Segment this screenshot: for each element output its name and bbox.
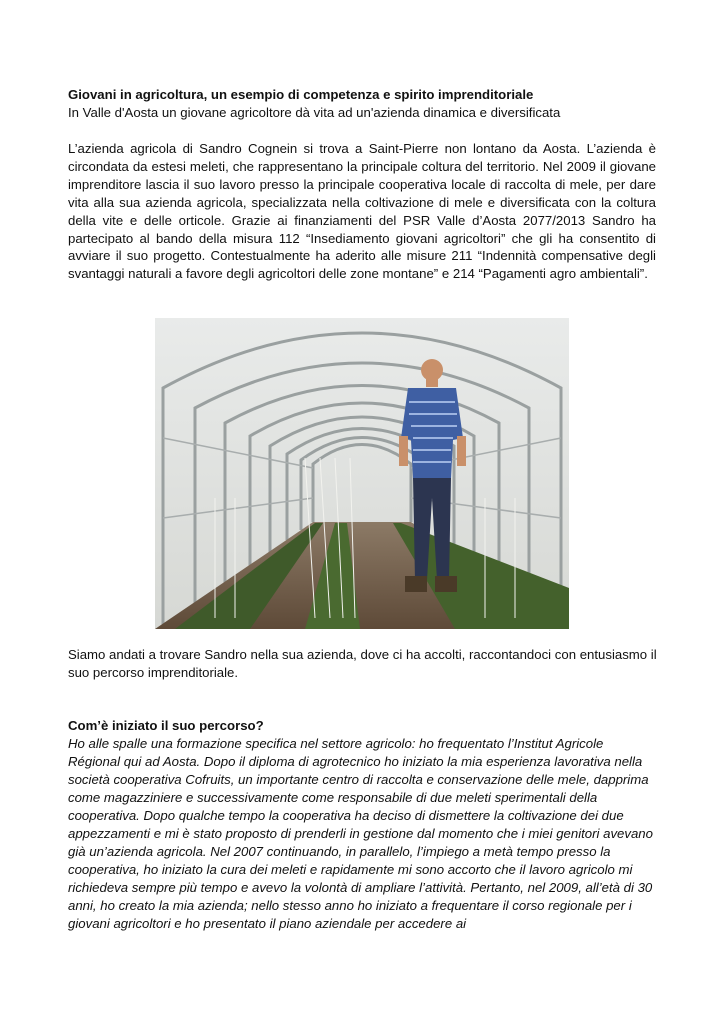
after-photo-paragraph: Siamo andati a trovare Sandro nella sua azienda, dove ci ha accolti, raccontandoci con entusiasmo il suo percorso imprenditoriale.	[68, 647, 657, 680]
article-subtitle: In Valle d'Aosta un giovane agricoltore dà vita ad un'azienda dinamica e diversificata	[68, 105, 561, 120]
interview-question: Com’è iniziato il suo percorso?	[68, 718, 264, 733]
greenhouse-photo	[155, 318, 569, 629]
intro-paragraph: L’azienda agricola di Sandro Cognein si trova a Saint-Pierre non lontano da Aosta. L’azienda è circondata da estesi meleti, che rappresentano la principale coltura del territorio. Nel 2009 il giovane imprenditore lascia il suo lavoro presso la principale cooperativa locale di raccolta di mele, per dare vita alla sua azienda agricola, specializzata nella coltivazione di mele e diversificata con la coltura della vite e delle orticole. Grazie ai finanziamenti del PSR Valle d’Aosta 2077/2013 Sandro ha partecipato al bando della misura 112 “Insediamento giovani agricoltori” che gli ha consentito di avviare il suo progetto. Contestualmente ha aderito alle misure 211 “Indennità compensative degli svantaggi naturali a favore degli agricoltori delle zone montane” e 214 “Pagamenti agro ambientali”.	[68, 141, 656, 282]
article-header	[68, 86, 656, 283]
interview-answer: Ho alle spalle una formazione specifica nel settore agricolo: ho frequentato l’Institut Agricole Régional qui ad Aosta. Dopo il diploma di agrotecnico ho iniziato la mia esperienza lavorativa nella società cooperativa Cofruits, un importante centro di raccolta e conservazione delle mele, dapprima come magazziniere e successivamente come responsabile di due meleti sperimentali della cooperativa. Dopo qualche tempo la cooperativa ha deciso di dismettere la coltivazione dei due appezzamenti e mi è stato proposto di prenderli in gestione dal momento che i miei genitori avevano già un’azienda agricola. Nel 2007 continuando, in parallelo, l’impiego a metà tempo presso la cooperativa, ho iniziato la cura dei meleti e rapidamente mi sono accorto che il lavoro agricolo mi richiedeva sempre più tempo e avevo la volontà di ampliare l’attività. Pertanto, nel 2009, all’età di 30 anni, ho creato la mia azienda; nello stesso anno ho iniziato a frequentare il corso regionale per i giovani agricoltori e ho presentato il piano aziendale per accedere ai	[68, 736, 653, 931]
article-title: Giovani in agricoltura, un esempio di competenza e spirito imprenditoriale	[68, 87, 534, 102]
greenhouse-illustration	[155, 318, 569, 629]
